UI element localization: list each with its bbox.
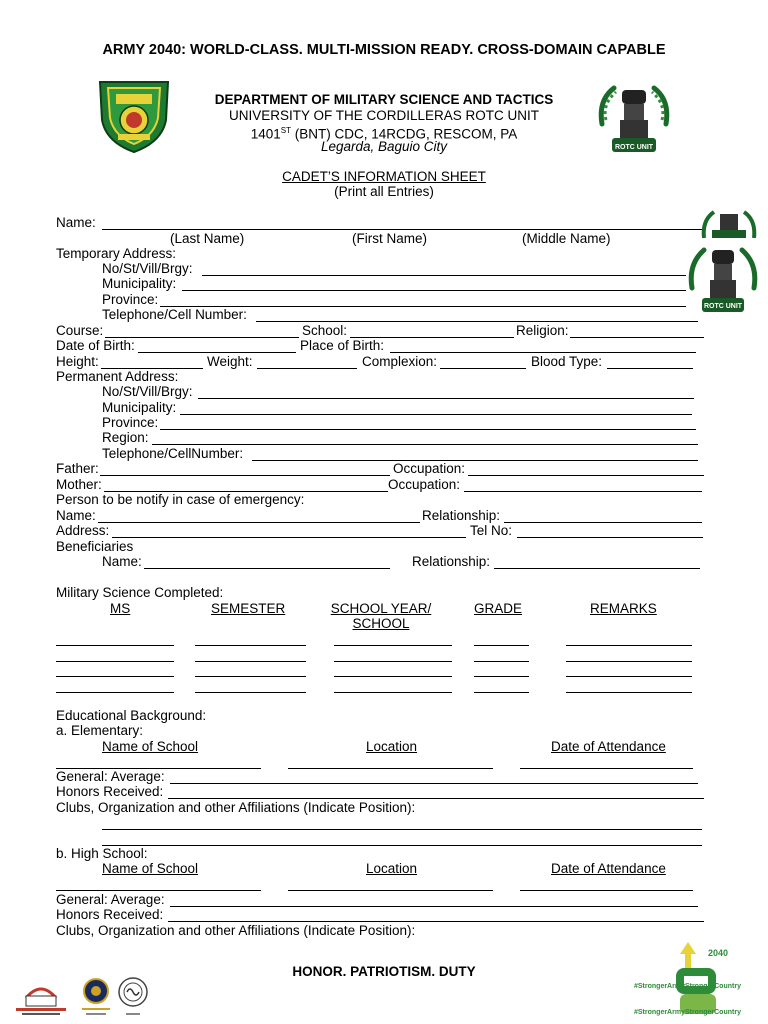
ms-row-1-year[interactable] xyxy=(334,645,452,646)
perm-address-label: Permanent Address: xyxy=(56,369,179,384)
elem-clubs-label: Clubs, Organization and other Affiliations (Indicate Position): xyxy=(56,800,416,815)
mother-label: Mother: xyxy=(56,477,102,492)
hs-date-line[interactable] xyxy=(520,890,693,891)
beneficiary-name-line[interactable] xyxy=(144,568,390,569)
ms-row-3-semester[interactable] xyxy=(195,676,306,677)
elem-honors-label: Honors Received: xyxy=(56,784,164,799)
hs-location: Location xyxy=(366,861,418,876)
hs-date-of-attendance: Date of Attendance xyxy=(551,861,666,876)
perm-region-line[interactable] xyxy=(152,444,698,445)
emergency-address-label: Address: xyxy=(56,523,110,538)
name-label: Name: xyxy=(56,215,96,230)
ms-row-3-remarks[interactable] xyxy=(566,676,692,677)
perm-street-line[interactable] xyxy=(198,398,694,399)
emergency-name-line[interactable] xyxy=(98,522,420,523)
temp-telephone-label: Telephone/Cell Number: xyxy=(102,307,247,322)
last-name-caption: (Last Name) xyxy=(170,231,245,246)
education-heading: Educational Background: xyxy=(56,708,207,723)
unit-number: 1401 xyxy=(250,126,281,142)
army-2040-badge xyxy=(632,938,762,1020)
pgs-logo xyxy=(12,978,70,1018)
elem-location-line[interactable] xyxy=(288,768,493,769)
ms-row-1-semester[interactable] xyxy=(195,645,306,646)
col-remarks: REMARKS xyxy=(590,601,657,616)
rotc-unit-text: ROTC UNIT xyxy=(614,144,654,151)
temp-municipality-label: Municipality: xyxy=(102,276,177,291)
motto: ARMY 2040: WORLD-CLASS. MULTI-MISSION READY. CROSS-DOMAIN CAPABLE xyxy=(102,42,666,58)
hs-location-line[interactable] xyxy=(288,890,493,891)
mother-occupation-label: Occupation: xyxy=(388,477,461,492)
elem-honors-line[interactable] xyxy=(168,798,704,799)
ms-row-4-year[interactable] xyxy=(334,692,452,693)
hs-general-average-label: General: Average: xyxy=(56,892,165,907)
elementary-label: a. Elementary: xyxy=(56,723,144,738)
pob-line[interactable] xyxy=(390,352,696,353)
ms-row-4-semester[interactable] xyxy=(195,692,306,693)
ms-row-3-grade[interactable] xyxy=(474,676,529,677)
ms-row-1-grade[interactable] xyxy=(474,645,529,646)
gold-seal-logo xyxy=(78,976,114,1018)
weight-line[interactable] xyxy=(257,368,357,369)
temp-telephone-line[interactable] xyxy=(256,321,698,322)
perm-province-line[interactable] xyxy=(160,429,696,430)
ms-row-1-remarks[interactable] xyxy=(566,645,692,646)
elem-clubs-line-1[interactable] xyxy=(102,829,702,830)
name-input-line[interactable] xyxy=(102,229,702,230)
blood-type-label: Blood Type: xyxy=(531,354,603,369)
beneficiary-relationship-label: Relationship: xyxy=(412,554,491,569)
temp-street-label: No/St/Vill/Brgy: xyxy=(102,261,193,276)
emergency-address-line[interactable] xyxy=(112,537,466,538)
blood-type-line[interactable] xyxy=(607,368,693,369)
elem-date-of-attendance: Date of Attendance xyxy=(551,739,666,754)
badge-year: 2040 xyxy=(708,948,729,958)
complexion-label: Complexion: xyxy=(362,354,438,369)
elem-location: Location xyxy=(366,739,418,754)
emergency-label: Person to be notify in case of emergency: xyxy=(56,492,305,507)
military-heading: Military Science Completed: xyxy=(56,585,224,600)
emergency-name-label: Name: xyxy=(56,508,96,523)
elem-general-average-line[interactable] xyxy=(170,783,698,784)
beneficiary-relationship-line[interactable] xyxy=(494,568,700,569)
ms-row-2-grade[interactable] xyxy=(474,661,529,662)
emergency-relationship-label: Relationship: xyxy=(422,508,501,523)
temp-address-label: Temporary Address: xyxy=(56,246,177,261)
ms-row-2-semester[interactable] xyxy=(195,661,306,662)
religion-line[interactable] xyxy=(570,337,704,338)
unit-ordinal: ST xyxy=(280,126,291,135)
hs-general-average-line[interactable] xyxy=(170,906,698,907)
dob-line[interactable] xyxy=(138,352,296,353)
rotc-side-logo xyxy=(686,244,760,318)
col-school: SCHOOL xyxy=(352,616,410,631)
col-grade: GRADE xyxy=(474,601,523,616)
department-title: DEPARTMENT OF MILITARY SCIENCE AND TACTICS xyxy=(214,92,554,107)
rotc-unit-text-2: ROTC UNIT xyxy=(703,303,743,310)
unit-rest: (BNT) CDC, 14RCDG, RESCOM, PA xyxy=(291,126,518,142)
emergency-tel-line[interactable] xyxy=(517,537,703,538)
elem-general-average-label: General: Average: xyxy=(56,769,165,784)
father-label: Father: xyxy=(56,461,99,476)
elem-clubs-line-2[interactable] xyxy=(102,845,702,846)
elem-name-of-school: Name of School xyxy=(102,739,199,754)
perm-province-label: Province: xyxy=(102,415,159,430)
perm-municipality-line[interactable] xyxy=(180,414,692,415)
perm-street-label: No/St/Vill/Brgy: xyxy=(102,384,193,399)
emergency-tel-label: Tel No: xyxy=(470,523,513,538)
hs-honors-label: Honors Received: xyxy=(56,907,164,922)
weight-label: Weight: xyxy=(207,354,253,369)
temp-municipality-line[interactable] xyxy=(182,290,686,291)
course-label: Course: xyxy=(56,323,104,338)
complexion-line[interactable] xyxy=(440,368,526,369)
middle-name-caption: (Middle Name) xyxy=(522,231,611,246)
father-occupation-label: Occupation: xyxy=(393,461,466,476)
ms-row-4-grade[interactable] xyxy=(474,692,529,693)
col-semester: SEMESTER xyxy=(211,601,286,616)
perm-municipality-label: Municipality: xyxy=(102,400,177,415)
ms-row-2-remarks[interactable] xyxy=(566,661,692,662)
hs-name-of-school: Name of School xyxy=(102,861,199,876)
elem-date-line[interactable] xyxy=(520,768,693,769)
col-ms: MS xyxy=(110,601,131,616)
father-line[interactable] xyxy=(100,475,390,476)
perm-telephone-line[interactable] xyxy=(252,460,698,461)
first-name-caption: (First Name) xyxy=(352,231,427,246)
ms-row-4-ms[interactable] xyxy=(56,692,174,693)
emergency-relationship-line[interactable] xyxy=(504,522,702,523)
temp-province-label: Province: xyxy=(102,292,159,307)
perm-region-label: Region: xyxy=(102,430,149,445)
height-label: Height: xyxy=(56,354,99,369)
iso-seal-logo xyxy=(116,976,150,1018)
perm-telephone-label: Telephone/CellNumber: xyxy=(102,446,244,461)
ms-row-3-year[interactable] xyxy=(334,676,452,677)
high-school-label: b. High School: xyxy=(56,846,148,861)
school-label: School: xyxy=(302,323,348,338)
university-name: UNIVERSITY OF THE CORDILLERAS ROTC UNIT xyxy=(228,108,540,123)
ms-row-4-remarks[interactable] xyxy=(566,692,692,693)
footer-values: HONOR. PATRIOTISM. DUTY xyxy=(292,964,476,979)
religion-label: Religion: xyxy=(516,323,569,338)
rotc-small-logo xyxy=(700,210,758,238)
mother-occupation-line[interactable] xyxy=(464,491,702,492)
hs-honors-line[interactable] xyxy=(168,921,704,922)
badge-hashtag-2: #StrongerArmyStrongerCountry xyxy=(634,1009,741,1016)
pob-label: Place of Birth: xyxy=(300,338,385,353)
temp-street-line[interactable] xyxy=(202,275,686,276)
beneficiaries-label: Beneficiaries xyxy=(56,539,134,554)
ms-row-1-ms[interactable] xyxy=(56,645,174,646)
ms-row-3-ms[interactable] xyxy=(56,676,174,677)
hs-clubs-label: Clubs, Organization and other Affiliations (Indicate Position): xyxy=(56,923,416,938)
university-location: Legarda, Baguio City xyxy=(320,139,448,154)
form-title: CADET’S INFORMATION SHEET xyxy=(282,169,486,184)
ms-row-2-ms[interactable] xyxy=(56,661,174,662)
badge-hashtag-1: #StrongerArmyStrongerCountry xyxy=(634,983,741,990)
dob-label: Date of Birth: xyxy=(56,338,135,353)
beneficiary-name-label: Name: xyxy=(102,554,142,569)
form-subtitle: (Print all Entries) xyxy=(334,184,434,199)
father-occupation-line[interactable] xyxy=(468,475,704,476)
col-school-year: SCHOOL YEAR/ xyxy=(330,601,432,616)
ms-row-2-year[interactable] xyxy=(334,661,452,662)
hs-school-line[interactable] xyxy=(56,890,261,891)
